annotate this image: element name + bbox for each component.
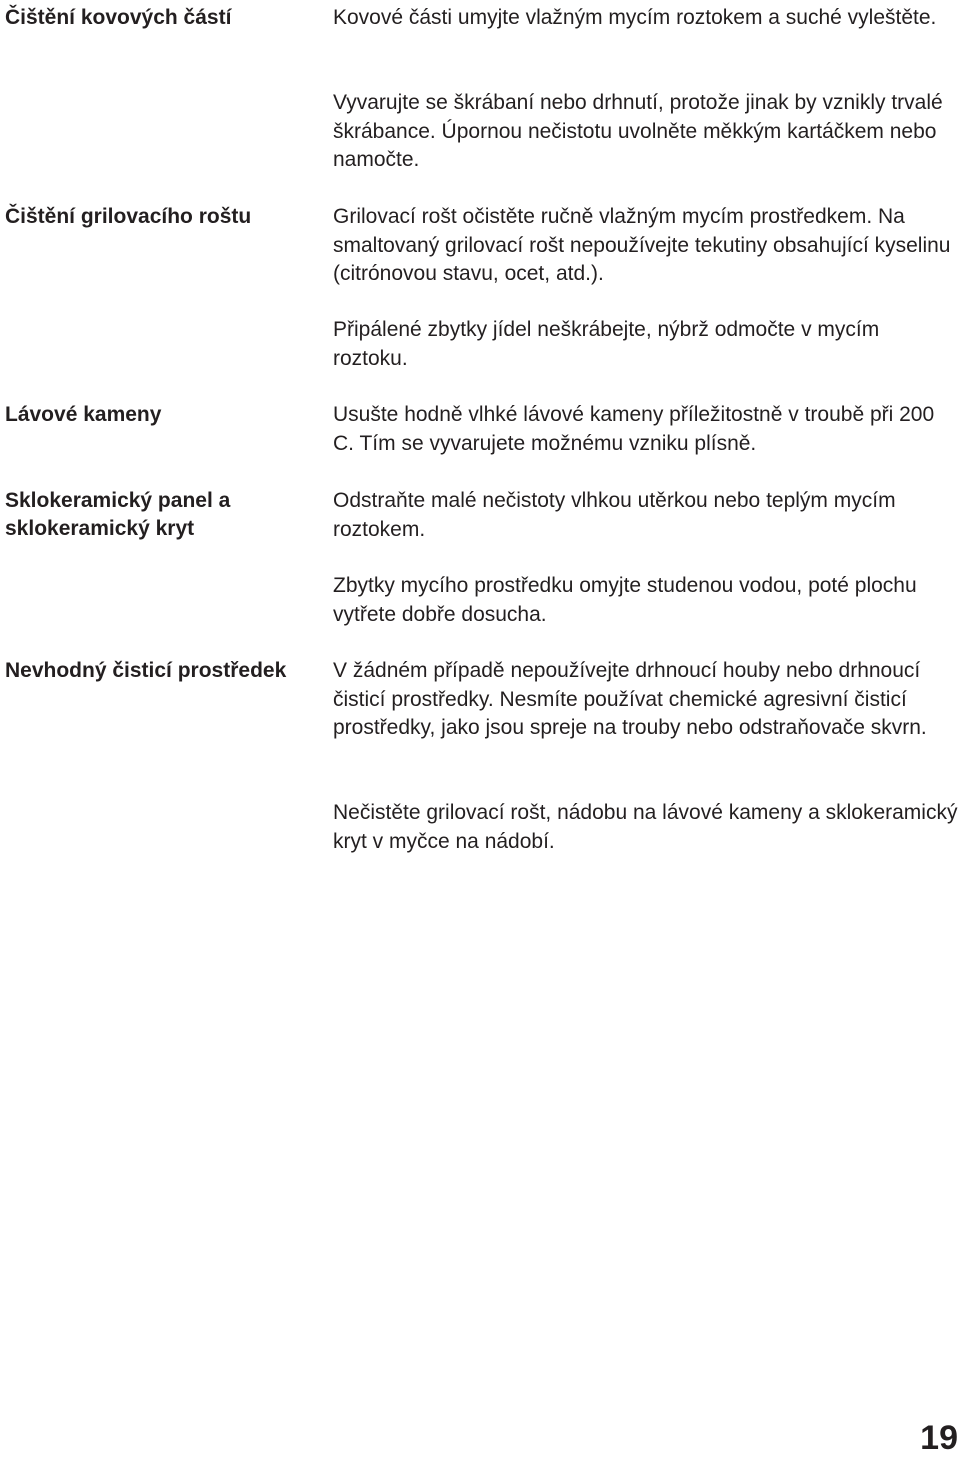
- paragraph-grill-grate-2: Připálené zbytky jídel neškrábejte, nýbrž odmočte v mycím roztoku.: [333, 318, 880, 370]
- section-label-lava-stones: Lávové kameny: [5, 403, 162, 426]
- paragraph-lava-stones-1: Usušte hodně vlhké lávové kameny příležitostně v troubě při 200 C. Tím se vyvarujete možnému vzniku plísně.: [333, 403, 935, 455]
- section-label-glass-ceramic: Sklokeramický panel a sklokeramický kryt: [5, 489, 231, 540]
- paragraph-grill-grate-1: Grilovací rošt očistěte ručně vlažným mycím prostředkem. Na smaltovaný grilovací rošt nepoužívejte tekutiny obsahující kyselinu (citrónovou stavu, ocet, atd.).: [333, 205, 951, 285]
- paragraph-glass-ceramic-2: Zbytky mycího prostředku omyjte studenou vodou, poté plochu vytřete dobře dosucha.: [333, 574, 917, 626]
- paragraph-unsuitable-cleaner-1: V žádném případě nepoužívejte drhnoucí houby nebo drhnoucí čisticí prostředky. Nesmíte používat chemické agresivní čisticí prostředky, jako jsou spreje na trouby nebo odstraňovače skvrn.: [333, 659, 927, 739]
- paragraph-metal-parts-2: Vyvarujte se škrábaní nebo drhnutí, protože jinak by vznikly trvalé škrábance. Úpornou nečistotu uvolněte měkkým kartáčkem nebo namočte.: [333, 91, 943, 171]
- section-label-metal-parts: Čištění kovových částí: [5, 6, 232, 29]
- paragraph-glass-ceramic-1: Odstraňte malé nečistoty vlhkou utěrkou nebo teplým mycím roztokem.: [333, 489, 896, 541]
- section-label-grill-grate: Čištění grilovacího roštu: [5, 205, 252, 228]
- page-number: 19: [920, 1419, 958, 1457]
- paragraph-metal-parts-1: Kovové části umyjte vlažným mycím roztokem a suché vyleštěte.: [333, 6, 937, 29]
- section-label-unsuitable-cleaner: Nevhodný čisticí prostředek: [5, 659, 287, 682]
- paragraph-unsuitable-cleaner-2: Nečistěte grilovací rošt, nádobu na lávové kameny a sklokeramický kryt v myčce na nádobí.: [333, 801, 958, 853]
